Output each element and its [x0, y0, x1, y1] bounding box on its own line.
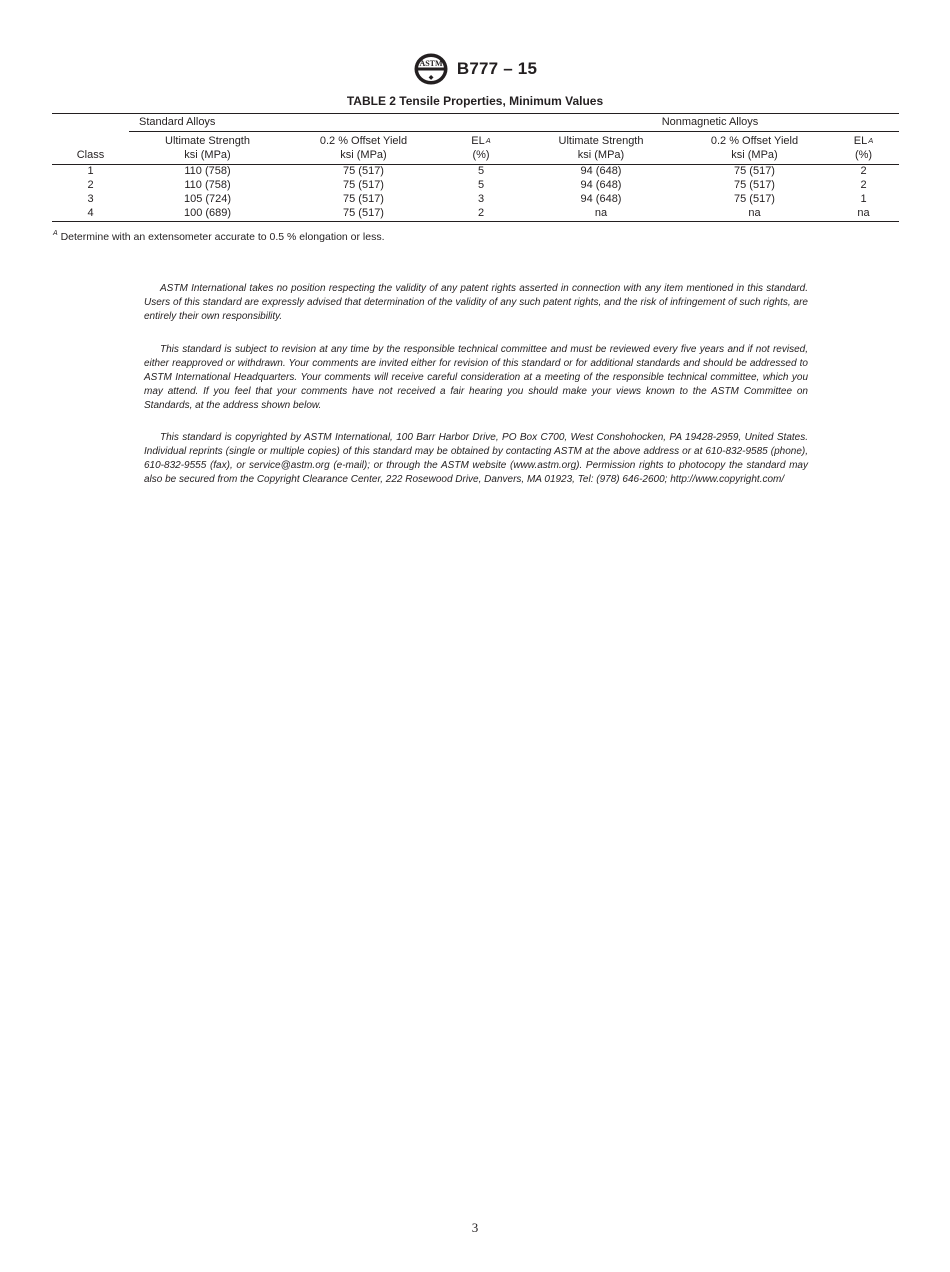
col-nm-ultimate-strength: Ultimate Strength ksi (MPa)	[521, 132, 681, 165]
table-row: 3 105 (724) 75 (517) 3 94 (648) 75 (517) 1	[87, 193, 867, 206]
footnote-text: Determine with an extensometer accurate to 0.5 % elongation or less.	[60, 231, 385, 243]
astm-logo-icon	[413, 52, 449, 86]
group-header-row	[52, 114, 899, 132]
copyright-notice: This standard is copyrighted by ASTM International, 100 Barr Harbor Drive, PO Box C700, West Conshohocken, PA 19428-2959, United States. Individual reprints (single or multiple copies) of this standard may be obtained by contacting ASTM at the above address or at 610-832-9585 (phone), 610-832-9555 (fax), or service@astm.org (e-mail); or through the ASTM website (www.astm.org). Permission rights to photocopy the standard may also be secured from the Copyright Clearance Center, 222 Rosewood Drive, Danvers, MA 01923, Tel: (978) 646-2600; http://www.copyright.com/	[144, 432, 808, 485]
tensile-properties-table	[52, 113, 899, 222]
col-std-ultimate-strength: Ultimate Strength ksi (MPa)	[129, 132, 286, 165]
page-number: 3	[471, 1220, 479, 1235]
group-standard-alloys: Standard Alloys	[129, 114, 521, 132]
col-std-offset-yield: 0.2 % Offset Yield ksi (MPa)	[286, 132, 441, 165]
table-row: 1 110 (758) 75 (517) 5 94 (648) 75 (517) 2	[87, 165, 867, 178]
col-nm-offset-yield: 0.2 % Offset Yield ksi (MPa)	[681, 132, 828, 165]
table-title: TABLE 2 Tensile Properties, Minimum Values	[346, 94, 604, 108]
standard-designation: B777 – 15	[456, 59, 538, 78]
column-header-row	[52, 132, 899, 165]
svg-text:◆: ◆	[428, 75, 434, 81]
col-class: Class	[52, 132, 129, 165]
page-header	[0, 52, 950, 86]
footnote-marker: A	[53, 230, 58, 237]
table-row: 4 100 (689) 75 (517) 2 na na na	[52, 207, 899, 222]
table-footnote	[52, 231, 385, 243]
logo-text-top: ASTM	[419, 59, 443, 68]
patent-notice: ASTM International takes no position respecting the validity of any patent rights asserted in connection with any item mentioned in this standard. Users of this standard are expressly advised that determination of the validity of any such patent rights, and the risk of infringement of such rights, are entirely their own responsibility.	[144, 283, 808, 322]
col-nm-elongation: $EL^A$ (%)	[828, 132, 899, 165]
col-std-elongation: $EL^A$ (%)	[441, 132, 521, 165]
footnote-ref: A	[868, 136, 874, 145]
group-nonmagnetic-alloys: Nonmagnetic Alloys	[521, 114, 899, 132]
revision-notice: This standard is subject to revision at any time by the responsible technical committee and must be reviewed every five years and if not revised, either reapproved or withdrawn. Your comments are invited either for revision of this standard or for additional standards and should be addressed to ASTM International Headquarters. Your comments will receive careful consideration at a meeting of the responsible technical committee, which you may attend. If you feel that your comments have not received a fair hearing you should make your views known to the ASTM Committee on Standards, at the address shown below.	[144, 344, 808, 411]
footnote-ref: A	[485, 136, 491, 145]
table-row: 2 110 (758) 75 (517) 5 94 (648) 75 (517) 2	[87, 179, 867, 192]
